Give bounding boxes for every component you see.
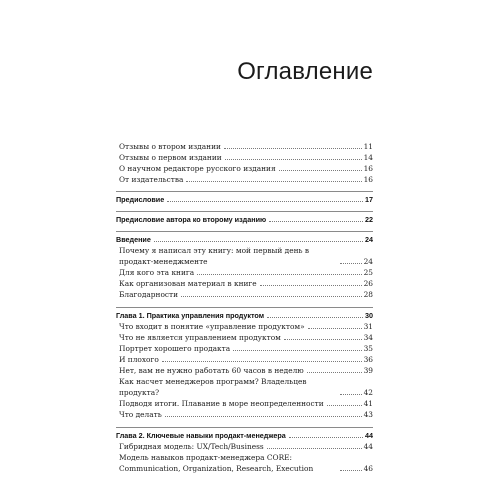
toc-chapter-2[interactable]: Глава 2. Ключевые навыки продакт-менеджера 44 <box>116 431 373 440</box>
front-matter-list <box>116 141 373 185</box>
toc-entry[interactable]: Как организован материал в книге 26 <box>119 279 373 288</box>
toc-entry[interactable]: Гибридная модель: UX/Tech/Business 44 <box>119 442 373 451</box>
toc-entry[interactable]: Что не является управлением продуктом 34 <box>119 333 373 342</box>
table-of-contents <box>116 141 373 474</box>
toc-entry[interactable]: От издательства 16 <box>119 175 373 184</box>
toc-entry[interactable]: О научном редакторе русского издания 16 <box>119 164 373 173</box>
toc-entry[interactable]: И плохого 36 <box>119 355 373 364</box>
toc-entry[interactable]: Нет, вам не нужно работать 60 часов в неделю 39 <box>119 366 373 375</box>
toc-entry[interactable]: Портрет хорошего продакта 35 <box>119 344 373 353</box>
toc-chapter-1[interactable]: Глава 1. Практика управления продуктом 30 <box>116 311 373 320</box>
toc-entry[interactable]: Подводя итоги. Плавание в море неопределенности 41 <box>119 399 373 408</box>
toc-section-preface[interactable]: Предисловие 17 <box>116 195 373 204</box>
toc-entry[interactable]: Для кого эта книга 25 <box>119 268 373 277</box>
toc-entry[interactable]: Как насчет менеджеров программ? Владельцев продукта? 42 <box>119 377 373 397</box>
toc-entry[interactable]: Благодарности 28 <box>119 290 373 299</box>
toc-section-intro[interactable]: Введение 24 <box>116 235 373 244</box>
toc-entry[interactable]: Отзывы о первом издании 14 <box>119 153 373 162</box>
toc-entry[interactable]: Отзывы о втором издании 11 <box>119 142 373 151</box>
toc-entry[interactable]: Модель навыков продакт-менеджера CORE: Communication, Organization, Research, Execution 46 <box>119 453 373 473</box>
toc-entry[interactable]: Почему я написал эту книгу: мой первый день в продакт-менеджменте 24 <box>119 246 373 266</box>
page-title: Оглавление <box>237 58 373 85</box>
toc-entry[interactable]: Что делать 43 <box>119 410 373 419</box>
toc-entry[interactable]: Что входит в понятие «управление продуктом» 31 <box>119 322 373 331</box>
toc-section-author-preface[interactable]: Предисловие автора ко второму изданию 22 <box>116 215 373 224</box>
